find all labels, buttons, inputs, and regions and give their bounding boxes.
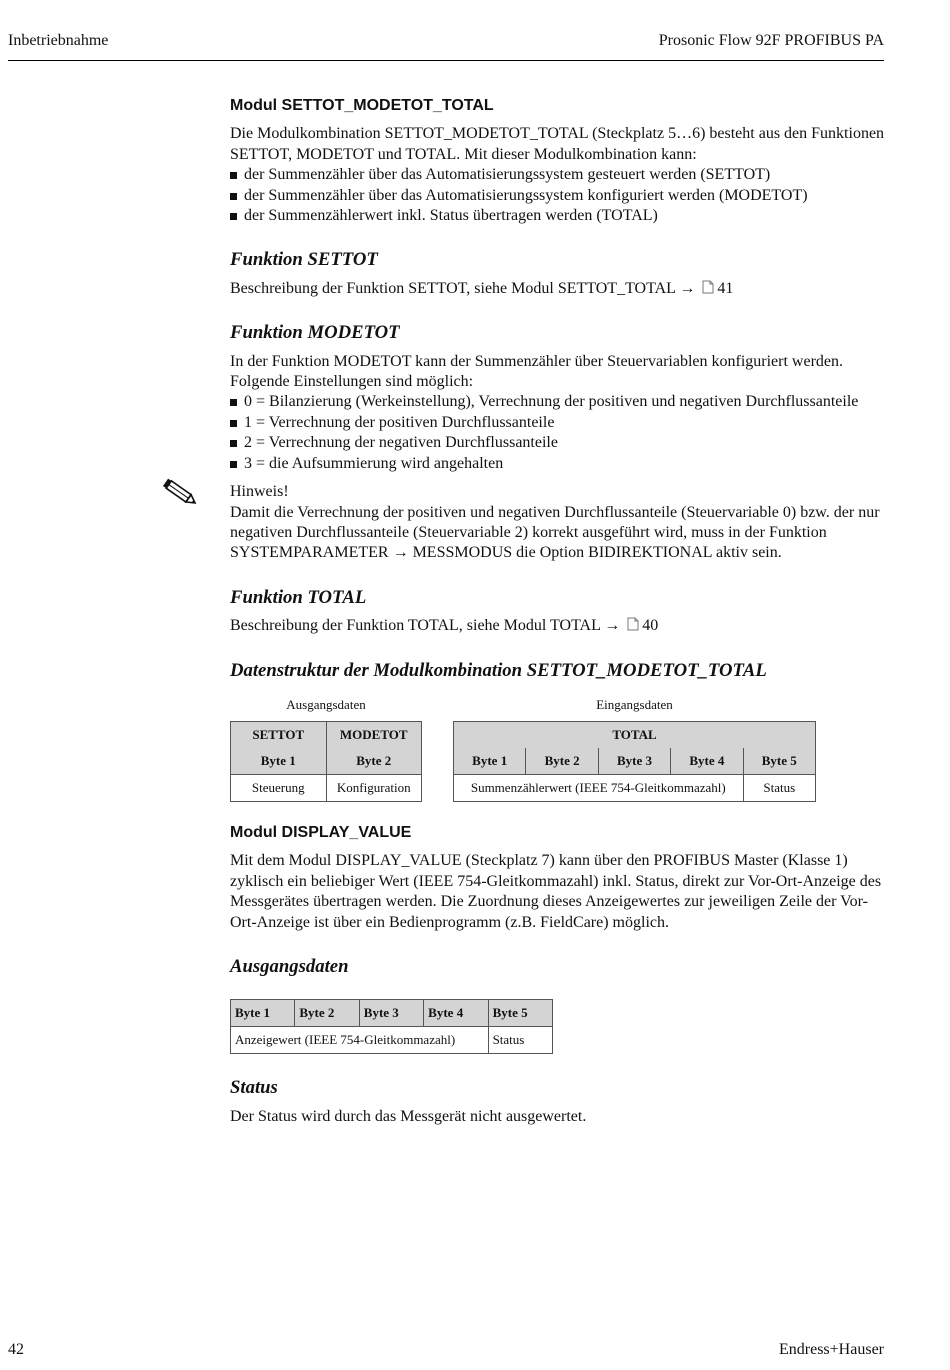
header-rule [8,60,884,61]
table-cell-byte: Byte 1 [231,748,327,775]
subheading-settot: Funktion SETTOT [230,249,378,271]
section-title-display-value: Modul DISPLAY_VALUE [230,823,412,841]
note-text-part: Damit die Verrechnung der positiven und negativen Durchflussanteile (Steuervariable 0) bzw. der nur negativen Durchflussanteile (Steuervariable 2) korrekt ausgeführt wird, muss in der Funktion SYSTEMPARAMETER [230,503,880,562]
table-cell-byte: Byte 5 [488,1000,552,1027]
running-header-product: Prosonic Flow 92F PROFIBUS PA [658,32,884,49]
note-text [230,503,890,564]
table-cell-byte: Byte 1 [454,748,526,775]
subheading-total: Funktion TOTAL [230,586,367,608]
page-reference-icon [627,617,639,631]
modetot-settings-list [230,392,890,474]
list-item: 1 = Verrechnung der positiven Durchflussanteile [230,413,890,433]
input-data-table-wrap [453,695,816,802]
list-item: 3 = die Aufsummierung wird angehalten [230,454,890,474]
table-cell-byte: Byte 4 [424,1000,488,1027]
table-cell-byte: Byte 3 [359,1000,423,1027]
page-reference-icon [702,280,714,294]
settot-text: Beschreibung der Funktion SETTOT, siehe Modul SETTOT_TOTAL [230,279,676,297]
arrow-right-icon: → [604,617,621,635]
table-cell-byte: Byte 3 [598,748,670,775]
list-item: der Summenzähler über das Automatisierungssystem konfiguriert werden (MODETOT) [230,186,890,206]
output-data-table [230,721,422,802]
table-cell-byte: Byte 2 [295,1000,359,1027]
footer-brand: Endress+Hauser [779,1341,884,1358]
output-data-table-wrap [230,695,422,802]
table-cell: Konfiguration [326,775,422,802]
table-header-total: TOTAL [454,722,816,749]
section-intro: Die Modulkombination SETTOT_MODETOT_TOTAL (Steckplatz 5…6) besteht aus den Funktionen SETTOT, MODETOT und TOTAL. Mit dieser Modulkombination kann: [230,125,885,163]
section-title-settot-modetot-total: Modul SETTOT_MODETOT_TOTAL [230,97,494,114]
input-data-table [453,721,816,802]
total-description [230,616,890,636]
page-content [230,96,890,1127]
table-cell: Status [488,1027,552,1054]
table-caption-output: Ausgangsdaten [286,696,366,712]
display-value-table [230,999,553,1054]
table-cell: Anzeigewert (IEEE 754-Gleitkommazahl) [231,1027,489,1054]
pencil-icon [160,478,200,508]
subheading-output-data: Ausgangsdaten [230,955,349,977]
table-cell: Summenzählerwert (IEEE 754-Gleitkommazahl) [454,775,744,802]
list-item: 2 = Verrechnung der negativen Durchflussanteile [230,433,890,453]
table-cell-byte: Byte 1 [231,1000,295,1027]
note-box [230,482,890,564]
table-caption-input: Eingangsdaten [596,696,673,712]
note-title: Hinweis! [230,483,289,501]
subheading-modetot: Funktion MODETOT [230,322,400,344]
subheading-datastructure: Datenstruktur der Modulkombination SETTOT_MODETOT_TOTAL [230,659,767,681]
table-cell-byte: Byte 4 [671,748,743,775]
table-header-modetot: MODETOT [326,722,422,749]
table-cell-byte: Byte 2 [526,748,598,775]
table-cell: Steuerung [231,775,327,802]
list-item: der Summenzählerwert inkl. Status übertragen werden (TOTAL) [230,206,890,226]
table-header-settot: SETTOT [231,722,327,749]
page-number: 42 [8,1341,24,1358]
subheading-status: Status [230,1077,278,1099]
module-capabilities-list [230,165,890,226]
display-value-description: Mit dem Modul DISPLAY_VALUE (Steckplatz 7) kann über den PROFIBUS Master (Klasse 1) zyklisch ein beliebiger Wert (IEEE 754-Gleitkommazahl) inkl. Status, direkt zur Vor-Ort-Anzeige des Messgerätes übertragen werden. Die Zuordnung dieses Anzeigewertes zur jeweiligen Zeile der Vor-Ort-Anzeige ist über ein Bedienprogramm (z.B. FieldCare) möglich. [230,852,882,931]
settot-description [230,279,890,299]
table-cell-byte: Byte 2 [326,748,422,775]
table-cell: Status [743,775,815,802]
page-reference-number[interactable]: 41 [717,279,734,297]
running-header-section: Inbetriebnahme [8,32,109,49]
list-item: der Summenzähler über das Automatisierungssystem gesteuert werden (SETTOT) [230,165,890,185]
arrow-right-icon: → [679,279,696,297]
data-structure-tables [230,695,890,803]
total-text: Beschreibung der Funktion TOTAL, siehe Modul TOTAL [230,617,601,635]
modetot-description: In der Funktion MODETOT kann der Summenzähler über Steuervariablen konfiguriert werden. Folgende Einstellungen sind möglich: [230,352,844,391]
note-text-part: MESSMODUS die Option BIDIREKTIONAL aktiv sein. [412,544,782,562]
table-cell-byte: Byte 5 [743,748,815,775]
arrow-right-icon: → [392,544,409,562]
list-item: 0 = Bilanzierung (Werkeinstellung), Verrechnung der positiven und negativen Durchflussanteile [230,392,890,412]
status-description: Der Status wird durch das Messgerät nicht ausgewertet. [230,1107,587,1125]
page-reference-number[interactable]: 40 [642,617,659,635]
